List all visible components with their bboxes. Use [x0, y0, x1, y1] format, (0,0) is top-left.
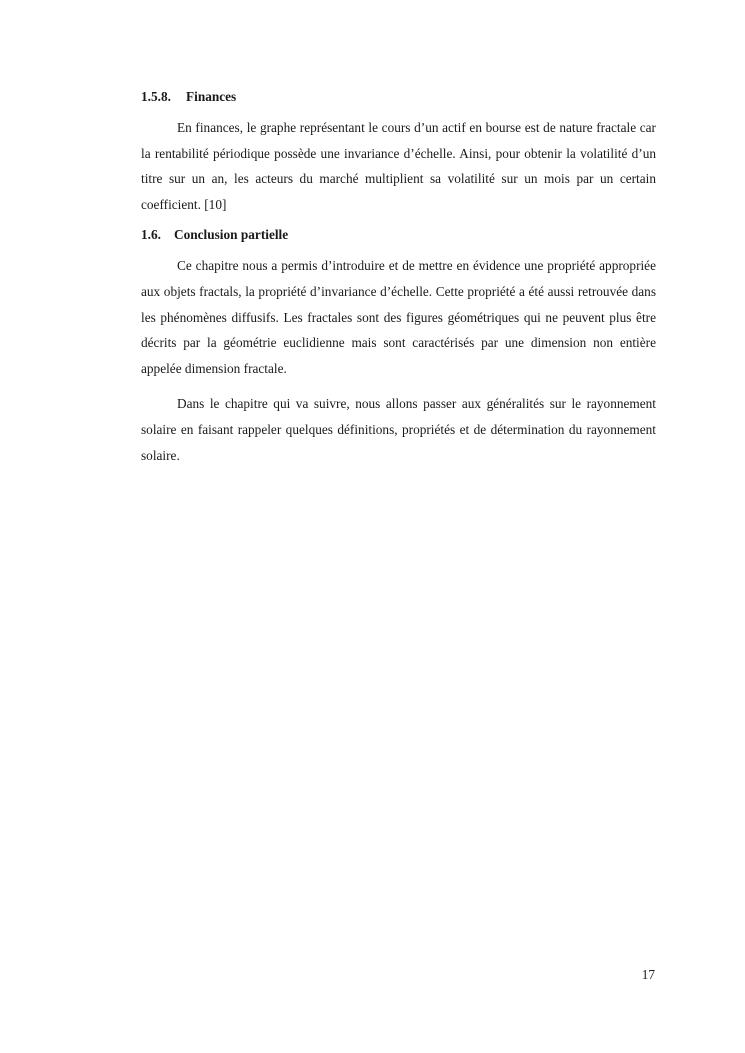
section-number: 1.6.	[141, 227, 161, 243]
section-title: Conclusion partielle	[174, 227, 289, 243]
section-heading-conclusion	[141, 225, 656, 245]
paragraph-conclusion-1: Ce chapitre nous a permis d’introduire et de mettre en évidence une propriété appropriée aux objets fractals, la propriété d’invariance d’échelle. Cette propriété a été aussi retrouvée dans les phénomènes diffusifs. Les fractales sont des figures géométriques qui ne peuvent plus être décrits par la géométrie euclidienne mais sont caractérisés par une dimension non entière appelée dimension fractale.	[141, 258, 656, 376]
page-content	[141, 87, 656, 478]
section-heading-finances	[141, 87, 656, 107]
paragraph-finances: En finances, le graphe représentant le cours d’un actif en bourse est de nature fractale car la rentabilité périodique possède une invariance d’échelle. Ainsi, pour obtenir la volatilité d’un titre sur un an, les acteurs du marché multiplient sa volatilité sur un mois par un certain coefficient. [10]	[141, 120, 656, 212]
section-title: Finances	[186, 89, 237, 104]
page-number: 17	[641, 967, 655, 982]
section-number: 1.5.8.	[141, 89, 171, 104]
paragraph-conclusion-2: Dans le chapitre qui va suivre, nous allons passer aux généralités sur le rayonnement solaire en faisant rappeler quelques définitions, propriétés et de détermination du rayonnement solaire.	[141, 396, 656, 463]
